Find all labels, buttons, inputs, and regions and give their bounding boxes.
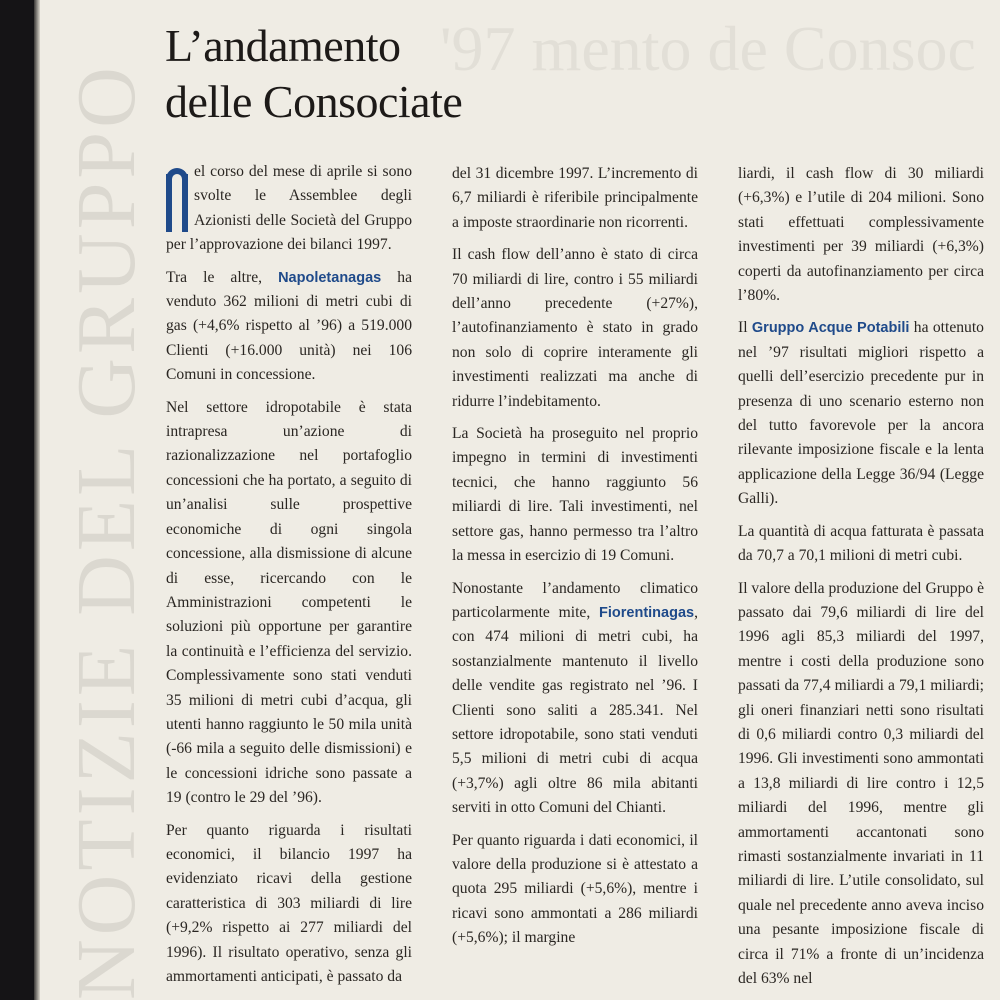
article-title-line-1: L’andamento (165, 20, 401, 71)
paragraph: liardi, il cash flow di 30 miliardi (+6,3%) e l’utile di 204 milioni. Sono stati effettuati complessivamente investimenti per 39 miliardi (+6,3%) coperti da autofinanziamento per circa l’80%. (738, 165, 984, 305)
paragraph: Nonostante l’andamento climatico particolarmente mite, Fiorentinagas, con 474 milioni di metri cubi, ha sostanzialmente mantenuto il livello delle vendite gas registrato nel ’96. I Clienti sono saliti a 285.341. Nel settore idropotabile, sono stati venduti 5,5 milioni di metri cubi di acqua (+3,7%) agli oltre 86 mila abitanti serviti in otto Comuni del Chianti. (452, 579, 698, 817)
article-title (165, 18, 462, 130)
paragraph: Il Gruppo Acque Potabili ha ottenuto nel ’97 risultati migliori rispetto a quelli dell’esercizio precedente pur in presenza di uno scenario esterno non del tutto favorevole per la ancora rilevante imposizione fiscale e la lenta applicazione della Legge 36/94 (Legge Galli). (738, 319, 984, 508)
page-gutter (34, 0, 40, 1000)
company-name-highlight: Fiorentinagas (599, 604, 695, 621)
company-name-highlight: Napoletanagas (278, 269, 382, 286)
book-binding (0, 0, 34, 1000)
text-column-1 (166, 160, 412, 997)
article-title-line-2: delle Consociate (165, 76, 463, 127)
paragraph: Nel settore idropotabile è stata intrapresa un’azione di razionalizzazione nel portafoglio concessioni che ha portato, a seguito di un’analisi sulle prospettive economiche di ogni singola concessione, alla dismissione di alcune di esse, ricercando con le Amministrazioni competenti le soluzioni più opportune per garantire la continuità e l’efficienza del servizio. Complessivamente sono stati venduti 35 milioni di metri cubi d’acqua, gli utenti hanno raggiunto le 50 mila unità (-66 mila a seguito delle dismissioni) e le concessioni idriche sono passate a 19 (contro le 29 del ’96). (166, 398, 412, 807)
paragraph: Il valore della produzione del Gruppo è passato dai 79,6 miliardi di lire del 1996 agli 85,3 miliardi del 1997, mentre i costi della produzione sono passati da 77,4 miliardi a 79,1 miliardi; gli oneri finanziari netti sono risultati di 0,6 miliardi contro 0,3 miliardi del 1996. Gli investimenti sono ammontati a 13,8 miliardi di lire contro i 12,5 miliardi del 1996, mentre gli ammortamenti accantonati sono rimasti sostanzialmente invariati in 11 miliardi di lire. L’utile consolidato, sul quale nel precedente anno aveva inciso una pesante imposizione fiscale di circa il 71% a fronte di un’incidenza del 63% nel (738, 579, 984, 987)
paragraph: Per quanto riguarda i risultati economici, il bilancio 1997 ha evidenziato ricavi della gestione caratteristica di 303 miliardi di lire (+9,2% rispetto ai 277 miliardi del 1996). Il risultato operativo, senza gli ammortamenti anticipati, è passato da (166, 821, 412, 985)
dropcap-n-icon (166, 168, 188, 232)
paragraph: el corso del mese di aprile si sono svolte le Assemblee degli Azionisti delle Società del Gruppo per l’approvazione dei bilanci 1997. (166, 163, 412, 254)
company-name-highlight: Gruppo Acque Potabili (751, 320, 910, 337)
text-column-2 (452, 162, 698, 959)
paragraph: Il cash flow dell’anno è stato di circa 70 miliardi di lire, contro i 55 miliardi dell’anno precedente (+27%), l’autofinanziamento è stato in grado non solo di coprire interamente gli investimenti realizzati ma anche di ridurre l’indebitamento. (452, 246, 698, 410)
paragraph: La quantità di acqua fatturata è passata da 70,7 a 70,1 milioni di metri cubi. (738, 522, 984, 565)
paragraph: Per quanto riguarda i dati economici, il valore della produzione si è attestato a quota 295 miliardi (+5,6%), mentre i ricavi sono ammontati a 286 miliardi (+5,6%); il margine (452, 831, 698, 947)
paragraph: Tra le altre, Napoletanagas ha venduto 362 milioni di metri cubi di gas (+4,6% rispetto al ’96) a 519.000 Clienti (+16.000 unità) nei 106 Comuni in concessione. (166, 268, 412, 384)
text-column-3 (738, 162, 984, 999)
paragraph: La Società ha proseguito nel proprio impegno in termini di investimenti tecnici, che hanno raggiunto 56 miliardi di lire. Tali investimenti, nel settore gas, hanno permesso tra l’altro la messa in esercizio di 19 Comuni. (452, 425, 698, 565)
bleed-through-text: '97 mento de Consoc (440, 20, 976, 84)
vertical-section-title: NOTIZIE DEL GRUPPO (60, 63, 153, 1000)
paragraph: del 31 dicembre 1997. L’incremento di 6,7 miliardi è riferibile principalmente a imposte straordinarie non ricorrenti. (452, 165, 698, 231)
